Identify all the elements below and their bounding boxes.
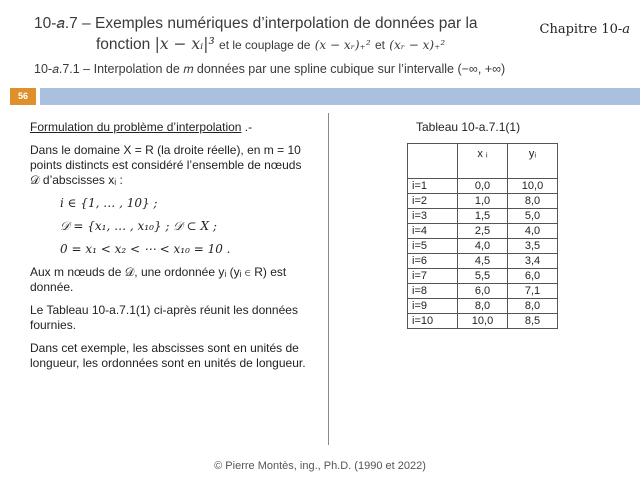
cell-y: 8,0 (508, 299, 558, 314)
table-row (408, 224, 558, 239)
cell-index: i=5 (408, 239, 458, 254)
paragraph-table-ref: Le Tableau 10-a.7.1(1) ci-après réunit les données fournies. (30, 303, 298, 332)
cell-y: 5,0 (508, 209, 558, 224)
table-row (408, 209, 558, 224)
cell-x: 8,0 (458, 299, 508, 314)
cell-index: i=4 (408, 224, 458, 239)
cell-x: 6,0 (458, 284, 508, 299)
header-index (408, 144, 458, 179)
cell-y: 3,5 (508, 239, 558, 254)
cell-index: i=1 (408, 179, 458, 194)
cell-x: 4,0 (458, 239, 508, 254)
header-x: x ᵢ (458, 144, 508, 179)
cell-index: i=3 (408, 209, 458, 224)
cell-y: 8,5 (508, 314, 558, 329)
table-row (408, 269, 558, 284)
slide-subtitle: 10-𝑎.7.1 – Interpolation de 𝑚 données par une spline cubique sur l’intervalle (−∞, +∞) (34, 62, 506, 76)
title-line-2: fonction |x − xᵢ|³ et le couplage de (x − xᵣ)₊² et (xᵣ − x)₊² (96, 35, 446, 53)
formula-order: 0 = x₁ < x₂ < ⋯ < x₁₀ = 10 . (60, 242, 231, 256)
cell-y: 6,0 (508, 269, 558, 284)
table-row (408, 179, 558, 194)
left-column (30, 120, 310, 379)
cell-y: 3,4 (508, 254, 558, 269)
slide-number-badge: 56 (10, 88, 36, 105)
footer-copyright: © Pierre Montès, ing., Ph.D. (1990 et 2022) (214, 460, 426, 472)
cell-index: i=8 (408, 284, 458, 299)
cell-y: 4,0 (508, 224, 558, 239)
cell-y: 8,0 (508, 194, 558, 209)
cell-x: 4,5 (458, 254, 508, 269)
table-header-row (408, 144, 558, 179)
paragraph-ordinates: Aux m nœuds de 𝒟, une ordonnée yᵢ (yᵢ ∈ R) est donnée. (30, 265, 287, 294)
formula-nodes: 𝒟 = {x₁, … , x₁₀} ; 𝒟 ⊂ X ; (60, 219, 217, 233)
cell-x: 2,5 (458, 224, 508, 239)
paragraph-domain: Dans le domaine X = R (la droite réelle), en m = 10 points distincts est considéré l’ensemble de nœuds 𝒟 d’abscisses xᵢ : (30, 143, 302, 187)
column-divider (328, 113, 329, 445)
cell-index: i=9 (408, 299, 458, 314)
problem-heading: Formulation du problème d’interpolation .- (30, 120, 253, 134)
table-row (408, 239, 558, 254)
chapter-label: Chapitre 10-𝑎 (539, 22, 630, 37)
table-title: Tableau 10-a.7.1(1) (416, 120, 521, 134)
paragraph-units: Dans cet exemple, les abscisses sont en unités de longueur, les ordonnées sont en unités de longueur. (30, 341, 306, 370)
cell-y: 7,1 (508, 284, 558, 299)
cell-index: i=10 (408, 314, 458, 329)
cell-index: i=2 (408, 194, 458, 209)
header-bar (40, 88, 640, 105)
cell-x: 1,5 (458, 209, 508, 224)
cell-y: 10,0 (508, 179, 558, 194)
table-row (408, 299, 558, 314)
table-row (408, 284, 558, 299)
cell-x: 5,5 (458, 269, 508, 284)
cell-x: 10,0 (458, 314, 508, 329)
table-row (408, 314, 558, 329)
cell-index: i=7 (408, 269, 458, 284)
slide-title (34, 14, 534, 55)
table-row (408, 254, 558, 269)
cell-x: 1,0 (458, 194, 508, 209)
header-y: yᵢ (508, 144, 558, 179)
formula-index: i ∈ {1, … , 10} ; (60, 196, 158, 210)
title-line-1: 10-𝑎.7 – Exemples numériques d’interpolation de données par la (34, 15, 478, 32)
data-table (407, 143, 558, 329)
cell-x: 0,0 (458, 179, 508, 194)
cell-index: i=6 (408, 254, 458, 269)
table-row (408, 194, 558, 209)
